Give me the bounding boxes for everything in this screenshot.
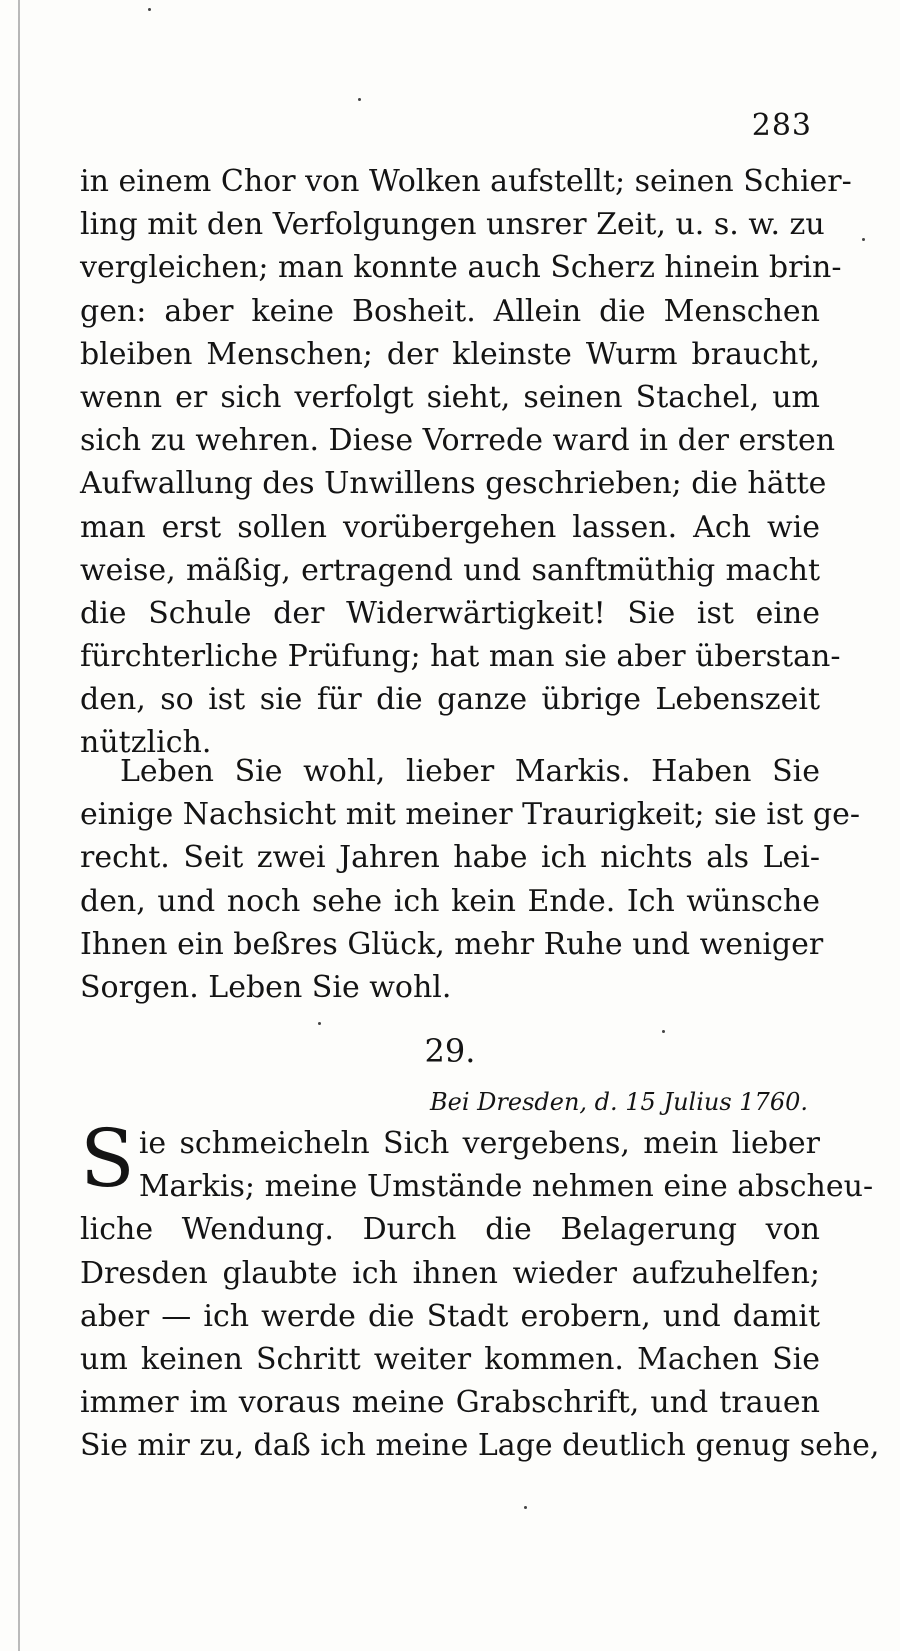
speck [862,238,865,241]
text-line: Sorgen. Leben Sie wohl. [80,969,452,1005]
text-line: Ihnen ein beßres Glück, mehr Ruhe und weniger [80,926,824,962]
speck [358,98,361,101]
text-line: vergleichen; man konnte auch Scherz hinein brin- [80,250,842,286]
text-line: man erst sollen vorübergehen lassen. Ach wie [80,509,820,545]
text-line: gen: aber keine Bosheit. Allein die Menschen [80,293,820,329]
text-line: Markis; meine Umstände nehmen eine abscheu- [138,1169,874,1205]
letter-number: 29. [424,1032,476,1070]
text-line: liche Wendung. Durch die Belagerung von [80,1212,820,1248]
text-line: Dresden glaubte ich ihnen wieder aufzuhelfen; [80,1255,820,1291]
page-edge [18,0,20,1651]
paragraph-continued [80,160,852,765]
speck [318,1022,321,1025]
text-line: die Schule der Widerwärtigkeit! Sie ist eine [80,595,820,631]
text-line: den, und noch sehe ich kein Ende. Ich wünsche [80,883,820,919]
text-line: immer im voraus meine Grabschrift, und trauen [80,1385,820,1421]
text-line: einige Nachsicht mit meiner Traurigkeit; sie ist ge- [80,797,860,833]
text-line: recht. Seit zwei Jahren habe ich nichts als Lei- [80,840,820,876]
text-line: den, so ist sie für die ganze übrige Lebenszeit [80,682,820,718]
text-line: nützlich. [80,725,212,761]
speck [524,1506,527,1509]
page-number: 283 [751,108,812,143]
text-line: um keinen Schritt weiter kommen. Machen Sie [80,1341,820,1377]
text-line: Leben Sie wohl, lieber Markis. Haben Sie [120,754,820,789]
text-line: Aufwallung des Unwillens geschrieben; die hätte [80,466,827,502]
text-line: ie schmeicheln Sich vergebens, mein lieber [138,1126,820,1161]
text-line: in einem Chor von Wolken aufstellt; seinen Schier- [80,164,852,199]
text-line: Sie mir zu, daß ich meine Lage deutlich genug sehe, [80,1428,880,1464]
text-line: wenn er sich verfolgt sieht, seinen Stachel, um [80,379,820,415]
text-line: sich zu wehren. Diese Vorrede ward in der ersten [80,423,836,459]
paragraph-farewell [80,750,860,1009]
text-line: ling mit den Verfolgungen unsrer Zeit, u. s. w. zu [80,207,825,243]
letter-body [80,1112,880,1468]
text-line: fürchterliche Prüfung; hat man sie aber überstan- [80,639,841,675]
letter-dateline: Bei Dresden, d. 15 Julius 1760. [430,1088,808,1116]
speck [148,8,151,11]
text-line: weise, mäßig, ertragend und sanftmüthig macht [80,552,820,588]
drop-cap: S [80,1112,135,1205]
text-line: aber — ich werde die Stadt erobern, und damit [80,1298,820,1334]
text-line: bleiben Menschen; der kleinste Wurm braucht, [80,336,820,372]
